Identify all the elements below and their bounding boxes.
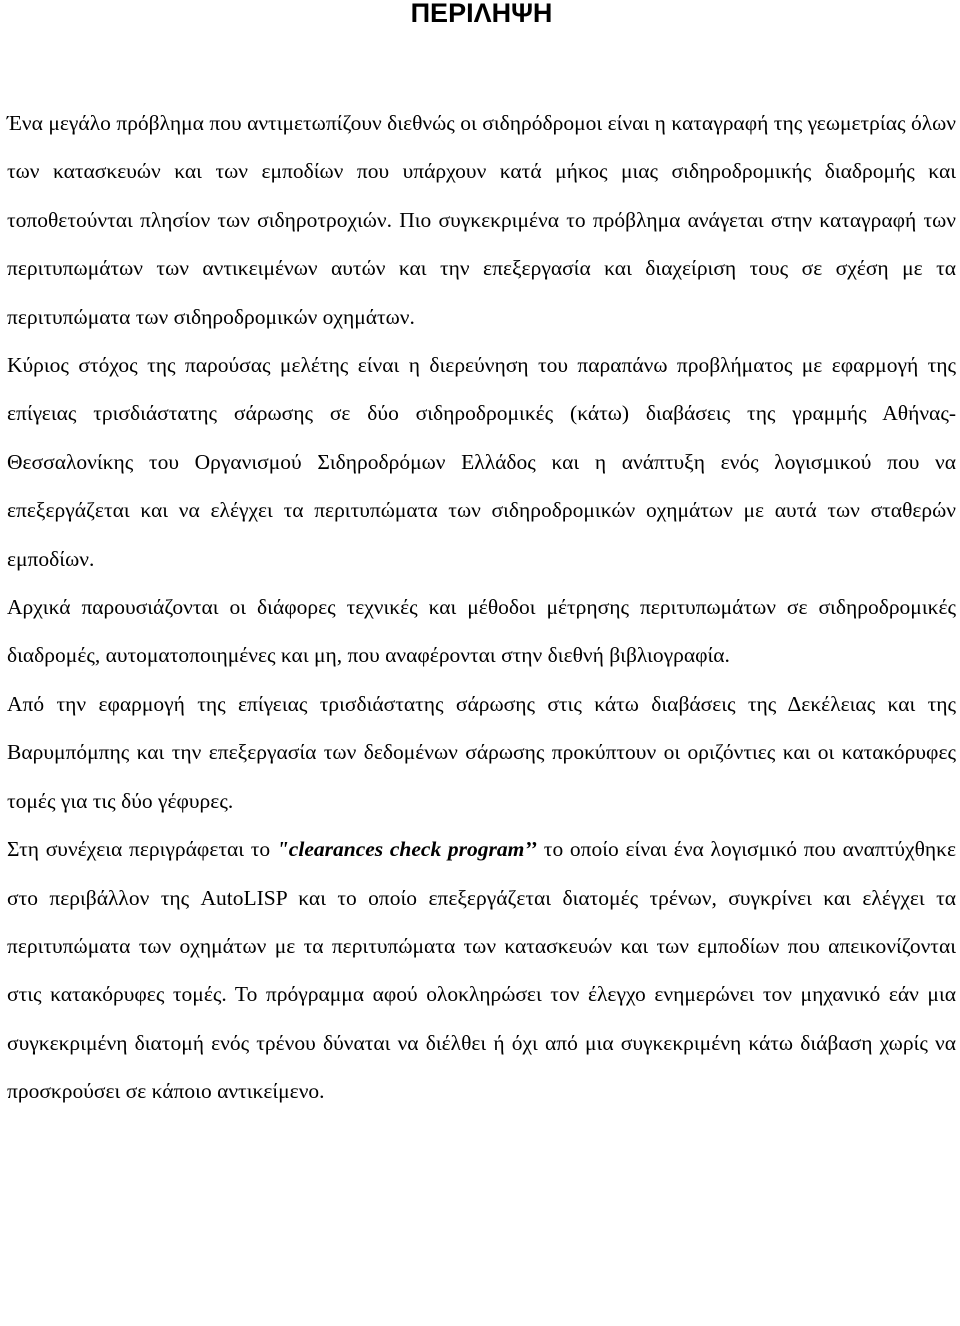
paragraph-5 — [7, 825, 956, 1115]
paragraph-4: Από την εφαρμογή της επίγειας τρισδιάστατης σάρωσης στις κάτω διαβάσεις της Δεκέλειας και της Βαρυμπόμπης και την επεξεργασία των δεδομένων σάρωσης προκύπτουν οι οριζόντιες και οι κατακόρυφες τομές για τις δύο γέφυρες. — [7, 691, 956, 813]
document-page — [7, 0, 957, 1104]
paragraph-5-text-after: το οποίο είναι ένα λογισμικό που αναπτύχθηκε στο περιβάλλον της AutoLISP και το οποίο επεξεργάζεται διατομές τρένων, συγκρίνει και ελέγχει τα περιτυπώματα των οχημάτων με τα περιτυπώματα των κατασκευών και των εμποδίων που απεικονίζονται στις κατακόρυφες τομές. Το πρόγραμμα αφού ολοκληρώσει τον έλεγχο ενημερώνει τον μηχανικό εάν μια συγκεκριμένη διατομή ενός τρένου δύναται να διέλθει ή όχι από μια συγκεκριμένη κάτω διάβαση χωρίς να προσκρούσει σε κάποιο αντικείμενο. — [7, 837, 957, 1104]
paragraph-3: Αρχικά παρουσιάζονται οι διάφορες τεχνικές και μέθοδοι μέτρησης περιτυπωμάτων σε σιδηροδρομικές διαδρομές, αυτοματοποιημένες και μη, που αναφέρονται στην διεθνή βιβλιογραφία. — [7, 595, 956, 668]
paragraph-1: Ένα μεγάλο πρόβλημα που αντιμετωπίζουν διεθνώς οι σιδηρόδρομοι είναι η καταγραφή της γεωμετρίας όλων των κατασκευών και των εμποδίων που υπάρχουν κατά μήκος μιας σιδηροδρομικής διαδρομής και τοποθετούνται πλησίον των σιδηροτροχιών. Πιο συγκεκριμένα το πρόβλημα ανάγεται στην καταγραφή των περιτυπωμάτων των αντικειμένων αυτών και την επεξεργασία και διαχείριση τους σε σχέση με τα περιτυπώματα των σιδηροδρομικών οχημάτων. — [7, 111, 956, 329]
paragraph-5-text-before: Στη συνέχεια περιγράφεται το — [7, 837, 277, 862]
abstract-body — [7, 99, 956, 1116]
paragraph-2: Κύριος στόχος της παρούσας μελέτης είναι η διερεύνηση του παραπάνω προβλήματος με εφαρμογή της επίγειας τρισδιάστατης σάρωσης σε δύο σιδηροδρομικές (κάτω) διαβάσεις της γραμμής Αθήνας-Θεσσαλονίκης του Οργανισμού Σιδηροδρόμων Ελλάδος και η ανάπτυξη ενός λογισμικού που να επεξεργάζεται και να ελέγχει τα περιτυπώματα των σιδηροδρομικών οχημάτων με αυτά των σταθερών εμποδίων. — [7, 353, 956, 571]
page-title: ΠΕΡΙΛΗΨΗ — [410, 0, 553, 28]
program-name-emphasis: "clearances check program’’ — [276, 837, 538, 862]
